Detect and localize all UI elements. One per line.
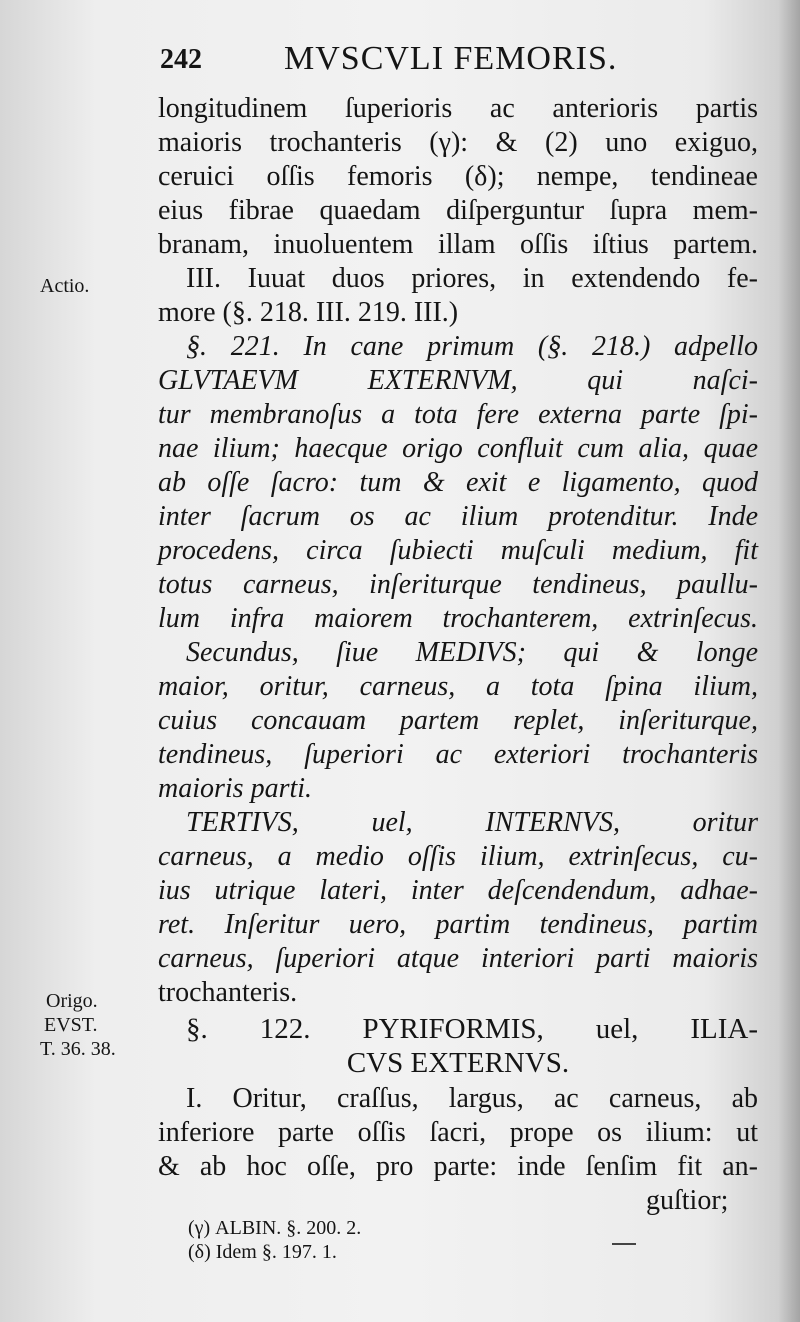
margin-note-evst: EVST.: [44, 1014, 98, 1036]
text-line: ius utrique lateri, inter deſcendendum, adhae-: [158, 875, 758, 906]
footnote-delta: (δ) Idem §. 197. 1.: [188, 1241, 337, 1263]
text-line: carneus, ſuperiori atque interiori parti maioris: [158, 943, 758, 974]
text-line: ret. Inſeritur uero, partim tendineus, partim: [158, 909, 758, 940]
section-122-heading: §. 122. PYRIFORMIS, uel, ILIA-: [186, 1013, 758, 1045]
footnote-gamma: (γ) ALBIN. §. 200. 2.: [188, 1217, 362, 1239]
page-number: 242: [160, 44, 202, 75]
text-line: ab oſſe ſacro: tum & exit e ligamento, quod: [158, 467, 758, 498]
text-line: lum infra maiorem trochanterem, extrinſecus.: [158, 603, 758, 634]
section-221-heading: §. 221. In cane primum (§. 218.) adpello: [186, 331, 758, 362]
text-line: I. Oritur, craſſus, largus, ac carneus, ab: [186, 1083, 758, 1114]
text-line: branam, inuoluentem illam oſſis iſtius partem.: [158, 229, 758, 260]
text-line: ceruici oſſis femoris (δ); nempe, tendineae: [158, 161, 758, 192]
text-line: carneus, a medio oſſis ilium, extrinſecus, cu-: [158, 841, 758, 872]
text-line: trochanteris.: [158, 977, 298, 1008]
text-line: cuius concauam partem replet, inſeriturque,: [158, 705, 758, 736]
margin-note-origo: Origo.: [46, 990, 98, 1012]
text-line: more (§. 218. III. 219. III.): [158, 297, 459, 328]
text-line: tur membranoſus a tota fere externa parte ſpi-: [158, 399, 758, 430]
text-line: III. Iuuat duos priores, in extendendo fe-: [186, 263, 758, 294]
text-line: tendineus, ſuperiori ac exteriori trochanteris: [158, 739, 758, 770]
text-line: nae ilium; haecque origo confluit cum alia, quae: [158, 433, 758, 464]
margin-note-tab-ref: T. 36. 38.: [40, 1038, 116, 1060]
text-line: maior, oritur, carneus, a tota ſpina ilium,: [158, 671, 758, 702]
text-line: inferiore parte oſſis ſacri, prope os ilium: ut: [158, 1117, 758, 1148]
running-header: [160, 40, 630, 84]
text-line: maioris trochanteris (γ): & (2) uno exiguo,: [158, 127, 758, 158]
text-line: maioris parti.: [158, 773, 313, 804]
text-line: procedens, circa ſubiecti muſculi medium, fit: [158, 535, 758, 566]
page-edge-shadow: [778, 0, 800, 1322]
text-line: guſtior;: [646, 1185, 729, 1216]
margin-note-actio: Actio.: [40, 275, 90, 297]
text-line: eius fibrae quaedam diſperguntur ſupra mem-: [158, 195, 758, 226]
section-122-heading-cont: CVS EXTERNVS.: [346, 1047, 570, 1079]
text-line: inter ſacrum os ac ilium protenditur. Inde: [158, 501, 758, 532]
text-line: longitudinem ſuperioris ac anterioris partis: [158, 93, 758, 124]
text-line: & ab hoc oſſe, pro parte: inde ſenſim fit an-: [158, 1151, 758, 1182]
text-line: Secundus, ſiue MEDIVS; qui & longe: [186, 637, 758, 668]
text-line: TERTIVS, uel, INTERNVS, oritur: [186, 807, 758, 838]
text-line: GLVTAEVM EXTERNVM, qui naſci-: [158, 365, 758, 396]
running-title: MVSCVLI FEMORIS.: [284, 40, 618, 77]
footnote-rule: [612, 1243, 636, 1245]
text-line: totus carneus, inſeriturque tendineus, paullu-: [158, 569, 758, 600]
